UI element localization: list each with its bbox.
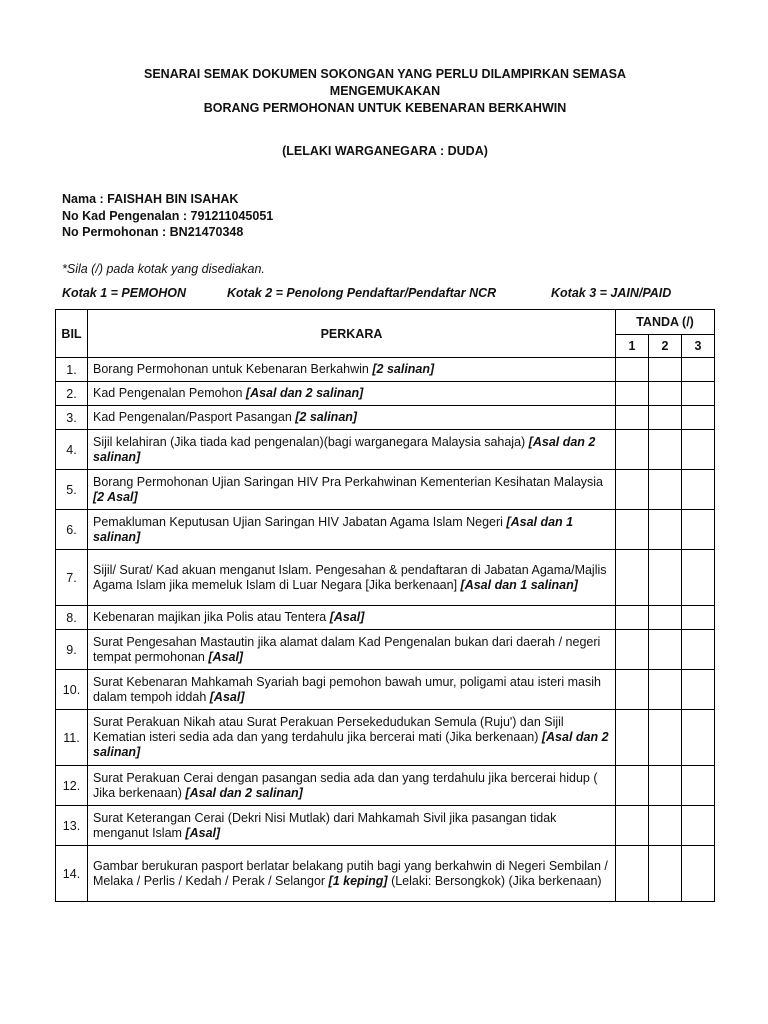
check-box-3[interactable] xyxy=(682,382,715,406)
check-box-1[interactable] xyxy=(616,630,649,670)
table-row xyxy=(56,550,715,606)
table-row xyxy=(56,606,715,630)
check-box-1[interactable] xyxy=(616,358,649,382)
row-description-text: Borang Permohonan Ujian Saringan HIV Pra Perkahwinan Kementerian Kesihatan Malaysia xyxy=(93,474,604,489)
row-description xyxy=(88,470,616,510)
row-number: 9. xyxy=(56,630,88,670)
row-description-text: Gambar berukuran pasport berlatar belakang putih bagi yang berkahwin di Negeri Sembilan / Melaka / Perlis / Kedah / Perak / Selangor xyxy=(93,858,608,888)
check-box-2[interactable] xyxy=(649,806,682,846)
row-description-text: Surat Perakuan Cerai dengan pasangan sedia ada dan yang terdahulu jika bercerai hidup ( Jika berkenaan) xyxy=(93,770,598,800)
row-description-text: Surat Pengesahan Mastautin jika alamat dalam Kad Pengenalan bukan dari daerah / negeri tempat permohonan xyxy=(93,634,601,664)
row-description xyxy=(88,510,616,550)
row-description xyxy=(88,406,616,430)
table-row xyxy=(56,766,715,806)
row-description-text: Sijil kelahiran (Jika tiada kad pengenalan)(bagi warganegara Malaysia sahaja) xyxy=(93,434,529,449)
row-description-text: Surat Keterangan Cerai (Dekri Nisi Mutlak) dari Mahkamah Sivil jika pasangan tidak menganut Islam xyxy=(93,810,557,840)
row-copies-required: [2 Asal] xyxy=(93,489,138,504)
check-box-1[interactable] xyxy=(616,606,649,630)
check-box-3[interactable] xyxy=(682,806,715,846)
check-box-2[interactable] xyxy=(649,606,682,630)
row-description xyxy=(88,550,616,606)
table-row xyxy=(56,630,715,670)
check-box-2[interactable] xyxy=(649,670,682,710)
row-description xyxy=(88,606,616,630)
check-box-1[interactable] xyxy=(616,846,649,902)
table-row xyxy=(56,510,715,550)
row-description xyxy=(88,358,616,382)
title-line-3: BORANG PERMOHONAN UNTUK KEBENARAN BERKAHWIN xyxy=(203,101,567,115)
check-box-2[interactable] xyxy=(649,710,682,766)
check-box-1[interactable] xyxy=(616,670,649,710)
row-description-text: Pemakluman Keputusan Ujian Saringan HIV Jabatan Agama Islam Negeri xyxy=(93,514,507,529)
row-copies-required: [Asal dan 2 salinan] xyxy=(93,730,609,759)
check-box-1[interactable] xyxy=(616,430,649,470)
applicant-info xyxy=(62,191,273,241)
row-copies-required: [2 salinan] xyxy=(372,362,435,376)
row-copies-required: [2 salinan] xyxy=(295,410,358,424)
row-number: 14. xyxy=(56,846,88,902)
check-box-2[interactable] xyxy=(649,510,682,550)
row-description-text: Borang Permohonan untuk Kebenaran Berkahwin xyxy=(93,362,373,376)
check-box-2[interactable] xyxy=(649,430,682,470)
check-box-3[interactable] xyxy=(682,846,715,902)
row-number: 2. xyxy=(56,382,88,406)
title-line-1: SENARAI SEMAK DOKUMEN SOKONGAN YANG PERLU DILAMPIRKAN SEMASA xyxy=(144,67,626,81)
row-number: 7. xyxy=(56,550,88,606)
row-description-text: Kad Pengenalan/Pasport Pasangan xyxy=(93,410,296,424)
header-box-3: 3 xyxy=(682,335,715,358)
check-box-1[interactable] xyxy=(616,510,649,550)
table-row xyxy=(56,806,715,846)
row-copies-required: [Asal] xyxy=(209,689,245,704)
applicant-name: Nama : FAISHAH BIN ISAHAK xyxy=(62,192,239,206)
row-copies-required: [Asal dan 2 salinan] xyxy=(245,386,364,400)
row-copies-required: [Asal dan 2 salinan] xyxy=(93,434,596,464)
header-box-2: 2 xyxy=(649,335,682,358)
row-description xyxy=(88,806,616,846)
row-description-text: Surat Kebenaran Mahkamah Syariah bagi pemohon bawah umur, poligami atau isteri masih dalam tempoh iddah xyxy=(93,674,601,704)
row-number: 12. xyxy=(56,766,88,806)
row-description xyxy=(88,430,616,470)
row-number: 4. xyxy=(56,430,88,470)
table-row xyxy=(56,846,715,902)
check-box-2[interactable] xyxy=(649,358,682,382)
table-row xyxy=(56,670,715,710)
document-subtitle: (LELAKI WARGANEGARA : DUDA) xyxy=(282,144,488,158)
check-box-2[interactable] xyxy=(649,846,682,902)
header-tanda: TANDA (/) xyxy=(616,310,715,335)
check-box-3[interactable] xyxy=(682,510,715,550)
row-copies-required: [Asal dan 2 salinan] xyxy=(185,785,303,800)
check-box-1[interactable] xyxy=(616,470,649,510)
header-box-1: 1 xyxy=(616,335,649,358)
table-row xyxy=(56,710,715,766)
row-description-text: Kebenaran majikan jika Polis atau Tentera xyxy=(93,610,330,624)
row-copies-required: [Asal] xyxy=(329,610,365,624)
row-description xyxy=(88,630,616,670)
check-box-2[interactable] xyxy=(649,406,682,430)
check-box-3[interactable] xyxy=(682,358,715,382)
row-number: 13. xyxy=(56,806,88,846)
legend-box-1: Kotak 1 = PEMOHON xyxy=(62,286,186,300)
table-row xyxy=(56,406,715,430)
row-number: 1. xyxy=(56,358,88,382)
row-copies-required: [Asal] xyxy=(185,825,221,840)
check-box-3[interactable] xyxy=(682,630,715,670)
check-box-3[interactable] xyxy=(682,606,715,630)
check-box-2[interactable] xyxy=(649,470,682,510)
check-box-2[interactable] xyxy=(649,630,682,670)
row-description xyxy=(88,382,616,406)
application-number: No Permohonan : BN21470348 xyxy=(62,225,244,239)
header-perkara: PERKARA xyxy=(88,310,616,358)
legend-box-3: Kotak 3 = JAIN/PAID xyxy=(551,286,672,300)
row-copies-required: [Asal dan 1 salinan] xyxy=(460,577,578,592)
row-copies-required: [1 keping] xyxy=(328,873,388,888)
applicant-ic-number: No Kad Pengenalan : 791211045051 xyxy=(62,208,274,223)
check-box-3[interactable] xyxy=(682,430,715,470)
check-box-3[interactable] xyxy=(682,550,715,606)
table-row xyxy=(56,382,715,406)
row-number: 6. xyxy=(56,510,88,550)
row-number: 11. xyxy=(56,710,88,766)
row-description xyxy=(88,710,616,766)
table-row xyxy=(56,470,715,510)
check-box-1[interactable] xyxy=(616,710,649,766)
table-row xyxy=(56,358,715,382)
check-box-3[interactable] xyxy=(682,670,715,710)
check-box-1[interactable] xyxy=(616,806,649,846)
row-number: 8. xyxy=(56,606,88,630)
title-line-2: MENGEMUKAKAN xyxy=(329,84,441,98)
check-box-3[interactable] xyxy=(682,470,715,510)
row-number: 5. xyxy=(56,470,88,510)
check-box-3[interactable] xyxy=(682,406,715,430)
row-description xyxy=(88,766,616,806)
check-box-2[interactable] xyxy=(649,766,682,806)
row-description xyxy=(88,670,616,710)
check-box-3[interactable] xyxy=(682,710,715,766)
header-bil: BIL xyxy=(56,310,88,358)
checklist-table xyxy=(55,309,715,902)
row-number: 10. xyxy=(56,670,88,710)
row-number: 3. xyxy=(56,406,88,430)
instruction-text: *Sila (/) pada kotak yang disediakan. xyxy=(62,262,265,276)
row-copies-required: [Asal] xyxy=(208,649,244,664)
check-box-1[interactable] xyxy=(616,766,649,806)
check-box-2[interactable] xyxy=(649,382,682,406)
check-box-1[interactable] xyxy=(616,406,649,430)
row-description-suffix: (Lelaki: Bersongkok) (Jika berkenaan) xyxy=(387,873,602,888)
row-description-text: Surat Perakuan Nikah atau Surat Perakuan Persekedudukan Semula (Ruju') dan Sijil Kematian isteri sedia ada dan yang terdahulu jika bercerai mati (Jika berkenaan) xyxy=(93,715,564,744)
row-copies-required: [Asal dan 1 salinan] xyxy=(93,514,574,544)
row-description-text: Sijil/ Surat/ Kad akuan menganut Islam. Pengesahan & pendaftaran di Jabatan Agama/Majlis Agama Islam jika memeluk Islam di Luar Negara [Jika berkenaan] xyxy=(93,562,607,592)
row-description xyxy=(88,846,616,902)
check-box-1[interactable] xyxy=(616,550,649,606)
check-box-2[interactable] xyxy=(649,550,682,606)
table-row xyxy=(56,430,715,470)
row-description-text: Kad Pengenalan Pemohon xyxy=(93,386,246,400)
legend-box-2: Kotak 2 = Penolong Pendaftar/Pendaftar NCR xyxy=(227,286,497,300)
document-title xyxy=(40,66,730,117)
check-box-3[interactable] xyxy=(682,766,715,806)
check-box-1[interactable] xyxy=(616,382,649,406)
